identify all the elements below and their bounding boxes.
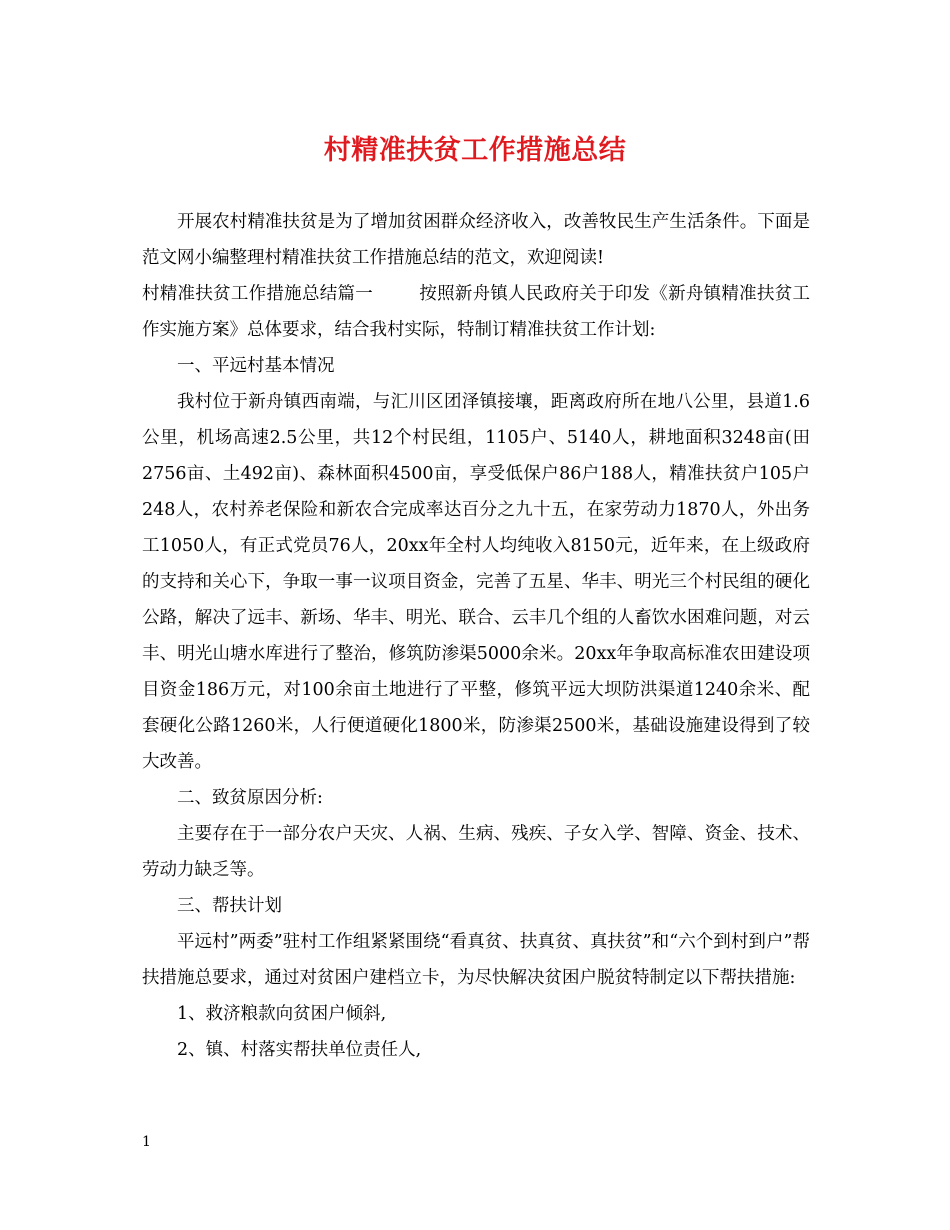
heading-assistance-plan: 三、帮扶计划 xyxy=(177,896,282,916)
document-body xyxy=(142,204,810,1068)
page-number: 1 xyxy=(142,1134,151,1150)
section-heading: 村精准扶贫工作措施总结篇一 xyxy=(142,284,374,304)
list-item: 2、镇、村落实帮扶单位责任人, xyxy=(177,1040,422,1060)
section-paragraph xyxy=(142,276,810,348)
paragraph-assistance-plan: 平远村”两委”驻村工作组紧紧围绕“看真贫、扶真贫、真扶贫”和“六个到村到户”帮扶措施总要求，通过对贫困户建档立卡，为尽快解决贫困户脱贫特制定以下帮扶措施: xyxy=(142,932,810,988)
heading-basic-situation: 一、平远村基本情况 xyxy=(177,356,335,376)
intro-paragraph: 开展农村精准扶贫是为了增加贫困群众经济收入，改善牧民生产生活条件。下面是范文网小编整理村精准扶贫工作措施总结的范文，欢迎阅读! xyxy=(142,212,810,268)
paragraph-poverty-causes: 主要存在于一部分农户天灾、人祸、生病、残疾、子女入学、智障、资金、技术、劳动力缺乏等。 xyxy=(142,824,810,880)
heading-poverty-causes: 二、致贫原因分析: xyxy=(177,788,323,808)
document-title: 村精准扶贫工作措施总结 xyxy=(323,135,627,166)
list-item: 1、救济粮款向贫困户倾斜, xyxy=(177,1004,387,1024)
section-opening: 按照新舟镇人民政府关于印发《新舟镇精准扶贫工作实施方案》总体要求，结合我村实际，特制订精准扶贫工作计划: xyxy=(142,284,811,340)
paragraph-basic-situation: 我村位于新舟镇西南端，与汇川区团泽镇接壤，距离政府所在地八公里，县道1.6公里，机场高速2.5公里，共12个村民组，1105户、5140人，耕地面积3248亩(田2756亩、土492亩)、森林面积4500亩，享受低保户86户188人，精准扶贫户105户248人，农村养老保险和新农合完成率达百分之九十五，在家劳动力1870人，外出务工1050人，有正式党员76人，20xx年全村人均纯收入8150元，近年来，在上级政府的支持和关心下，争取一事一议项目资金，完善了五星、华丰、明光三个村民组的硬化公路，解决了远丰、新场、华丰、明光、联合、云丰几个组的人畜饮水困难问题，对云丰、明光山塘水库进行了整治，修筑防渗渠5000余米。20xx年争取高标准农田建设项目资金186万元，对100余亩土地进行了平整，修筑平远大坝防洪渠道1240余米、配套硬化公路1260米，人行便道硬化1800米，防渗渠2500米，基础设施建设得到了较大改善。 xyxy=(142,392,810,772)
